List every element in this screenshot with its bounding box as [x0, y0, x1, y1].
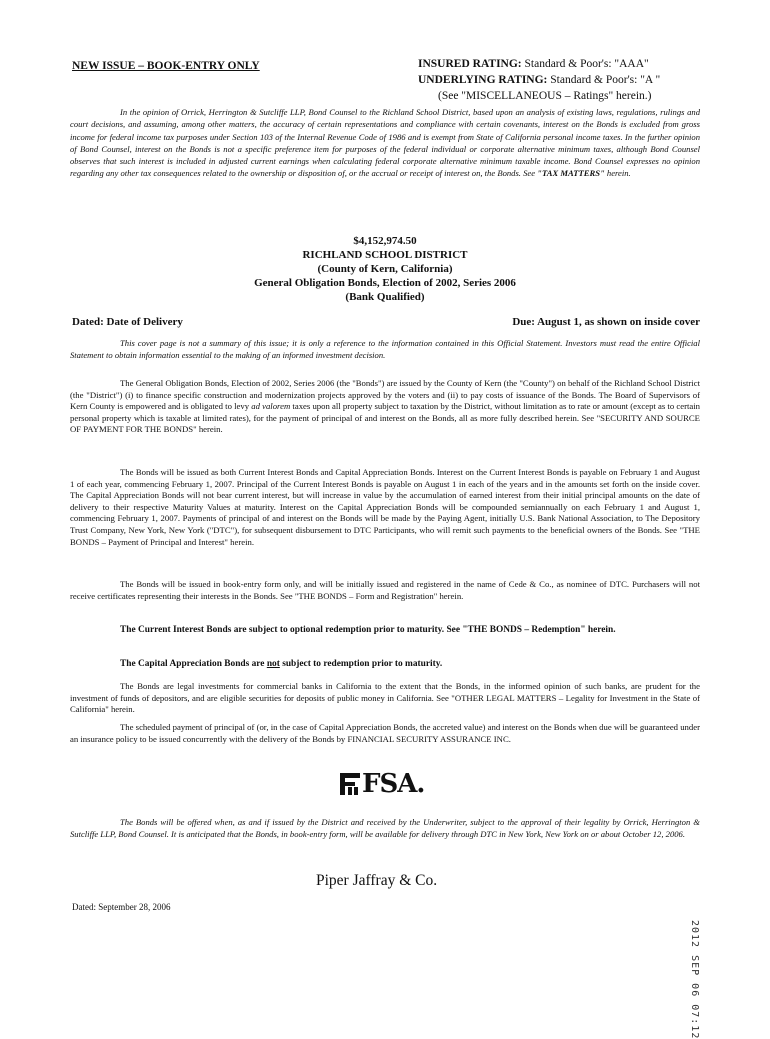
underlying-rating-value: Standard & Poor's: "A "	[547, 74, 661, 86]
filing-stamp: 2012 SEP 06 07:12	[689, 920, 700, 1039]
underwriter-name: Piper Jaffray & Co.	[316, 872, 438, 889]
due-text: Due: August 1, as shown on inside cover	[512, 316, 700, 328]
interest-paragraph: The Bonds will be issued as both Current Interest Bonds and Capital Appreciation Bonds. Interest on the Current Interest Bonds is payable on February 1 and August 1 of each year, commencing February 1, 2007. Principal of the Current Interest Bonds is payable on August 1 in each of the years and in the amounts set forth on the inside cover. The Capital Appreciation Bonds will not bear current interest, but will increase in value by the accumulation of earned interest from their initial principal amounts on the date of delivery to their respective Maturity Values at maturity. Interest on the Capital Appreciation Bonds will be compounded semiannually on each February 1 and August 1, commencing February 1, 2007. Payments of principal of and interest on the Bonds will be made by the Paying Agent, initially U.S. Bank National Association, to The Depository Trust Company, New York, New York ("DTC"), for subsequent disbursement to DTC Participants, who will remit such payments to the beneficial owners of the Bonds. See "THE BONDS – Payment of Principal and Interest" herein.	[70, 467, 700, 547]
underlying-rating	[418, 72, 718, 88]
cab-redemption-end: subject to redemption prior to maturity.	[279, 659, 443, 669]
cab-redemption-text: The Capital Appreciation Bonds are	[120, 659, 267, 669]
purpose-paragraph	[70, 378, 700, 436]
bond-amount: $4,152,974.50	[353, 235, 417, 247]
book-entry-paragraph: The Bonds will be issued in book-entry form only, and will be initially issued and registered in the name of Cede & Co., as nominee of DTC. Purchasers will not receive certificates representing their interests in the Bonds. See "THE BONDS – Form and Registration" herein.	[70, 579, 700, 601]
tax-opinion-paragraph	[70, 106, 700, 180]
issuer-county: (County of Kern, California)	[317, 263, 453, 275]
not-emphasis: not	[266, 659, 280, 669]
bond-series: General Obligation Bonds, Election of 2002, Series 2006	[254, 277, 516, 289]
tax-opinion-end: herein.	[604, 168, 631, 179]
underlying-rating-label: UNDERLYING RATING:	[418, 74, 548, 86]
tax-opinion-text: In the opinion of Orrick, Herrington & Sutcliffe LLP, Bond Counsel to the Richland School District, based upon an analysis of existing laws, regulations, rulings and court decisions, and assuming, among other matters, the accuracy of certain representations and compliance with certain covenants, interest on the Bonds is excluded from gross income for federal income tax purposes under Section 103 of the Internal Revenue Code of 1986 and is exempt from State of California personal income taxes. In the further opinion of Bond Counsel, interest on the Bonds is not a specific preference item for purposes of the federal individual or corporate alternative minimum taxes, although Bond Counsel observes that such interest is included in adjusted current earnings when calculating federal corporate alternative minimum taxable income. Bond Counsel expresses no opinion regarding any other tax consequences related to the ownership or disposition of, or the accrual or receipt of interest on, the Bonds. See	[70, 107, 700, 179]
issue-type-heading: NEW ISSUE – BOOK-ENTRY ONLY	[72, 60, 260, 72]
document-date: Dated: September 28, 2006	[72, 902, 171, 912]
fsa-logo-text: FSA.	[362, 769, 425, 799]
bank-qualified: (Bank Qualified)	[345, 291, 425, 303]
ratings-block	[418, 56, 718, 104]
insured-rating-label: INSURED RATING:	[418, 58, 522, 70]
legal-investment-paragraph: The Bonds are legal investments for commercial banks in California to the extent that the Bonds, in the informed opinion of such banks, are prudent for the investment of funds of depositors, and are eligible securities for deposits of public money in California. See "OTHER LEGAL MATTERS – Legality for Investment in the State of California" herein.	[70, 681, 700, 715]
purpose-text-cont: taxes upon all property subject to taxation by the District, without limitation as to rate or amount (except as to certain personal property which is taxable at limited rates), for the payment of principal of and interest on the Bonds, all as more fully described herein. See "SECURITY AND SOURCE OF PAYMENT FOR THE BONDS" herein.	[70, 401, 700, 435]
bond-title-block	[70, 234, 700, 304]
tax-matters-reference: "TAX MATTERS"	[537, 168, 605, 179]
offering-paragraph: The Bonds will be offered when, as and if issued by the District and received by the Underwriter, subject to the approval of their legality by Orrick, Herrington & Sutcliffe LLP, Bond Counsel. It is anticipated that the Bonds, in book-entry form, will be available for delivery through DTC in New York, New York on or about October 12, 2006.	[70, 817, 700, 840]
ad-valorem-term: ad valorem	[251, 401, 291, 412]
cover-page-note: This cover page is not a summary of this issue; it is only a reference to the information contained in this Official Statement. Investors must read the entire Official Statement to obtain information essential to the making of an informed investment decision.	[70, 338, 700, 360]
fsa-logo-icon	[340, 773, 360, 795]
insured-rating-value: Standard & Poor's: "AAA"	[521, 58, 649, 70]
dated-text: Dated: Date of Delivery	[72, 316, 183, 328]
insurance-paragraph: The scheduled payment of principal of (or, in the case of Capital Appreciation Bonds, the accreted value) and interest on the Bonds when due will be guaranteed under an insurance policy to be issued concurrently with the delivery of the Bonds by FINANCIAL SECURITY ASSURANCE INC.	[70, 722, 700, 744]
ratings-reference: (See "MISCELLANEOUS – Ratings" herein.)	[438, 90, 652, 102]
insured-rating	[418, 56, 718, 72]
dated-due-row	[72, 316, 700, 328]
issuer-name: RICHLAND SCHOOL DISTRICT	[302, 249, 468, 261]
purpose-text: The General Obligation Bonds, Election of 2002, Series 2006 (the "Bonds") are issued by the County of Kern (the "County") on behalf of the Richland School District (the "District") (i) to finance specific construction and modernization projects approved by the voters and (ii) to pay costs of issuance of the Bonds. The Board of Supervisors of Kern County is empowered and is obligated to levy	[70, 378, 700, 412]
fsa-logo	[340, 770, 424, 798]
cab-redemption-notice	[70, 658, 700, 670]
redemption-notice: The Current Interest Bonds are subject to optional redemption prior to maturity. See "THE BONDS – Redemption" herein.	[120, 625, 616, 635]
